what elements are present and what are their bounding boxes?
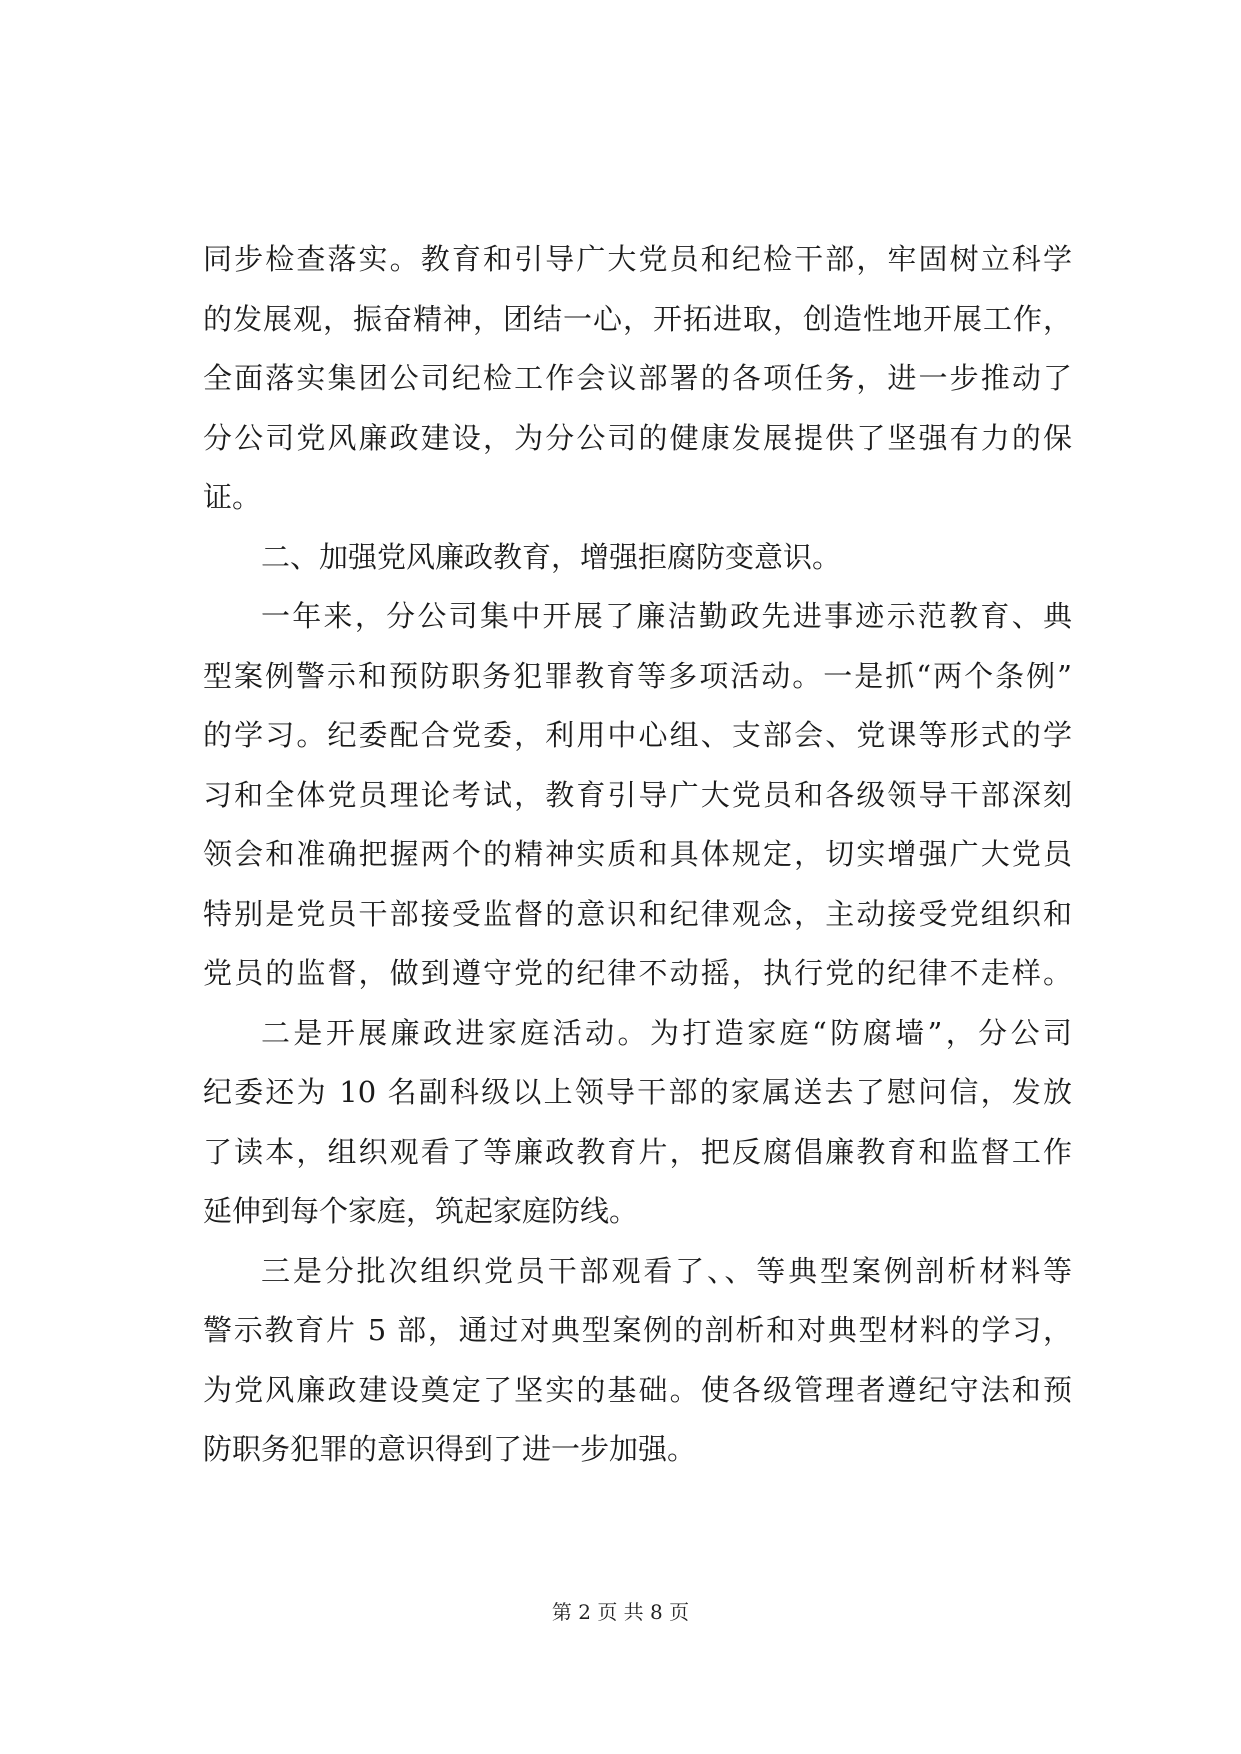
text-line: 全面落实集团公司纪检工作会议部署的各项任务，进一步推动了	[203, 361, 1072, 395]
text-line: 了读本，组织观看了等廉政教育片，把反腐倡廉教育和监督工作	[203, 1134, 1072, 1169]
text-line: 领会和准确把握两个的精神实质和具体规定，切实增强广大党员	[203, 837, 1072, 871]
text-line: 警示教育片 5 部，通过对典型案例的剖析和对典型材料的学习，	[203, 1313, 1072, 1347]
text-line: 二是开展廉政进家庭活动。为打造家庭“防腐墙”，分公司	[261, 1015, 1072, 1050]
text-line: 为党风廉政建设奠定了坚实的基础。使各级管理者遵纪守法和预	[203, 1372, 1072, 1407]
text-line: 党员的监督，做到遵守党的纪律不动摇，执行党的纪律不走样。	[203, 956, 1072, 990]
text-line: 同步检查落实。教育和引导广大党员和纪检干部，牢固树立科学	[203, 242, 1072, 276]
text-line: 型案例警示和预防职务犯罪教育等多项活动。一是抓“两个条例”	[203, 658, 1072, 693]
text-line: 分公司党风廉政建设，为分公司的健康发展提供了坚强有力的保	[203, 420, 1072, 455]
text-line: 习和全体党员理论考试，教育引导广大党员和各级领导干部深刻	[203, 777, 1072, 812]
text-line: 的发展观，振奋精神，团结一心，开拓进取，创造性地开展工作，	[203, 301, 1072, 336]
text-line: 三是分批次组织党员干部观看了、、等典型案例剖析材料等	[261, 1253, 1072, 1288]
text-line: 的学习。纪委配合党委，利用中心组、支部会、党课等形式的学	[203, 718, 1072, 752]
text-line: 二、加强党风廉政教育，增强拒腐防变意识。	[261, 539, 842, 574]
text-line: 一年来，分公司集中开展了廉洁勤政先进事迹示范教育、典	[261, 599, 1072, 633]
text-line: 延伸到每个家庭，筑起家庭防线。	[203, 1194, 639, 1228]
text-line: 证。	[203, 480, 262, 514]
text-line: 特别是党员干部接受监督的意识和纪律观念，主动接受党组织和	[203, 896, 1072, 931]
page-footer: 第 2 页 共 8 页	[551, 1600, 690, 1624]
text-line: 防职务犯罪的意识得到了进一步加强。	[203, 1432, 697, 1466]
body-text	[203, 230, 1072, 1480]
text-line: 纪委还为 10 名副科级以上领导干部的家属送去了慰问信，发放	[203, 1075, 1072, 1109]
